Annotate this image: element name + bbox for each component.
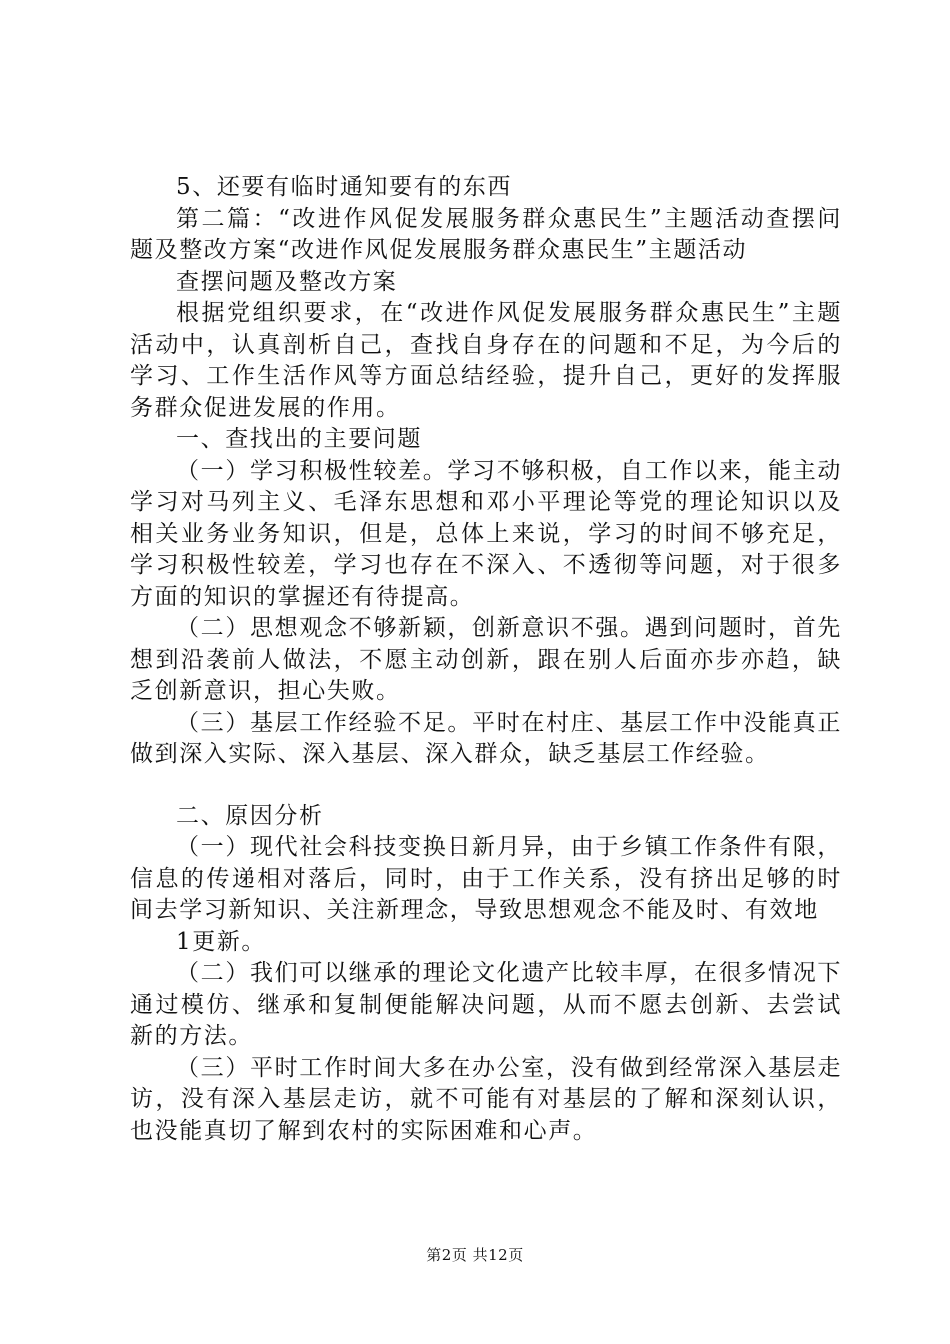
paragraph-cause-3: （三）平时工作时间大多在办公室，没有做到经常深入基层走访，没有深入基层走访，就不可能有对基层的了解和深刻认识，也没能真切了解到农村的实际困难和心声。 (130, 1054, 842, 1144)
paragraph-spacer (130, 771, 842, 801)
paragraph-cause-1: （一）现代社会科技变换日新月异，由于乡镇工作条件有限，信息的传递相对落后，同时，由于工作关系，没有挤出足够的时间去学习新知识、关注新理念，导致思想观念不能及时、有效地 (130, 834, 842, 923)
paragraph-cause-2: （二）我们可以继承的理论文化遗产比较丰厚，在很多情况下通过模仿、继承和复制便能解决问题，从而不愿去创新、去尝试新的方法。 (130, 960, 842, 1049)
document-body (130, 172, 842, 1147)
paragraph-subtitle: 查摆问题及整改方案 (176, 268, 398, 295)
section-heading-problems: 一、查找出的主要问题 (176, 426, 422, 452)
paragraph-notice: 5、还要有临时通知要有的东西 (176, 174, 513, 200)
paragraph-chapter-title: 第二篇：“改进作风促发展服务群众惠民生”主题活动查摆问题及整改方案“改进作风促发展服务群众惠民生”主题活动 (130, 205, 842, 263)
section-heading-causes: 二、原因分析 (176, 802, 324, 829)
paragraph-intro: 根据党组织要求，在“改进作风促发展服务群众惠民生”主题活动中，认真剖析自己，查找自身存在的问题和不足，为今后的学习、工作生活作风等方面总结经验，提升自己，更好的发挥服务群众促进发展的作用。 (130, 300, 842, 421)
paragraph-problem-1: （一）学习积极性较差。学习不够积极，自工作以来，能主动学习对马列主义、毛泽东思想和邓小平理论等党的理论知识以及相关业务业务知识，但是，总体上来说，学习的时间不够充足，学习积极性较差，学习也存在不深入、不透彻等问题，对于很多方面的知识的掌握还有待提高。 (130, 457, 842, 610)
paragraph-problem-2: （二）思想观念不够新颖，创新意识不强。遇到问题时，首先想到沿袭前人做法，不愿主动创新，跟在别人后面亦步亦趋，缺乏创新意识，担心失败。 (130, 615, 842, 704)
page-number-footer: 第2页 共12页 (426, 1246, 524, 1264)
paragraph-cause-1-continued: 1更新。 (176, 928, 267, 955)
paragraph-problem-3: （三）基层工作经验不足。平时在村庄、基层工作中没能真正做到深入实际、深入基层、深入群众，缺乏基层工作经验。 (130, 709, 842, 767)
